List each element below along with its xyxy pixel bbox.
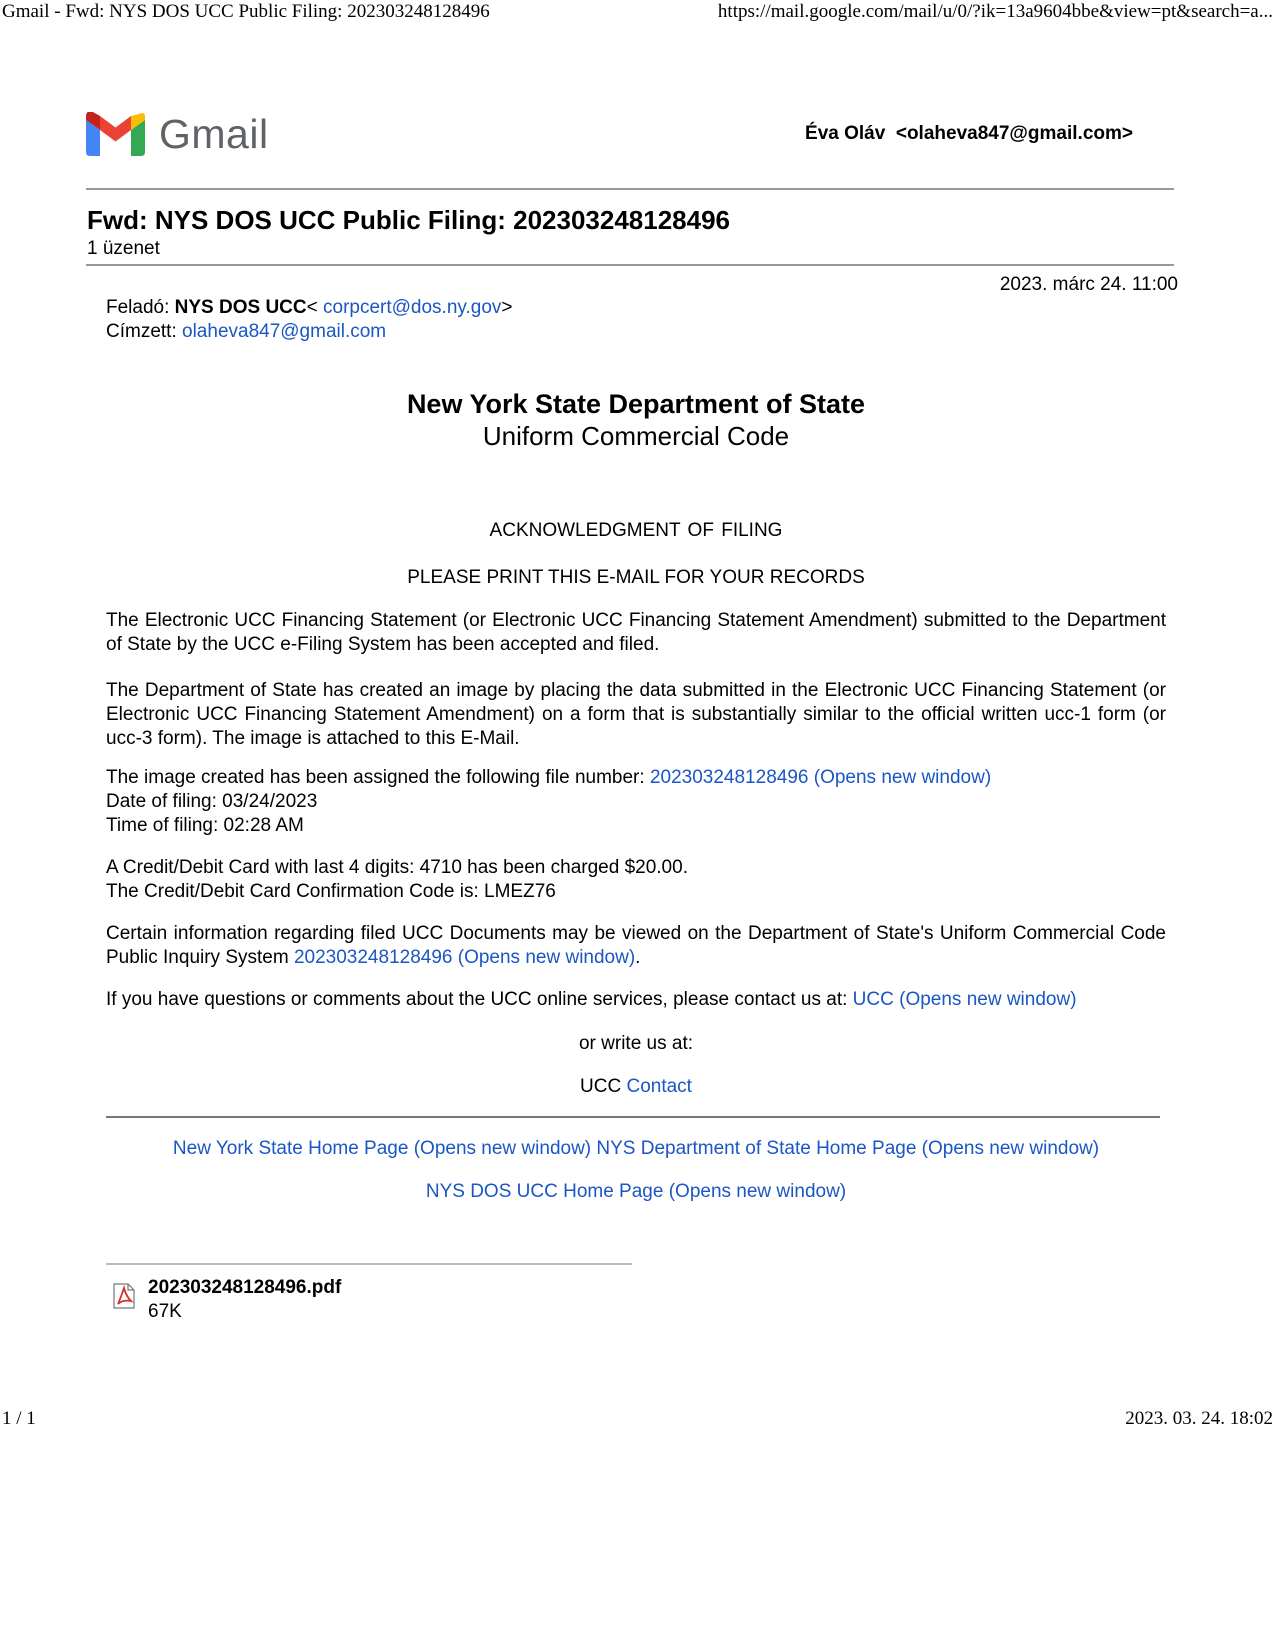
questions-paragraph	[106, 988, 1166, 1012]
from-name: NYS DOS UCC	[174, 297, 307, 318]
print-header-title: Gmail - Fwd: NYS DOS UCC Public Filing: 202303248128496	[2, 1, 490, 22]
card-charge: A Credit/Debit Card with last 4 digits: 4710 has been charged $20.00.	[106, 857, 688, 878]
print-notice: PLEASE PRINT THIS E-MAIL FOR YOUR RECORDS	[407, 567, 865, 588]
ack-heading: ACKNOWLEDGMENT OF FILING	[489, 520, 783, 541]
ucc-label: UCC	[580, 1076, 627, 1097]
file-number-link[interactable]: 202303248128496 (Opens new window)	[649, 767, 992, 788]
nys-home-link[interactable]: New York State Home Page (Opens new window)	[172, 1138, 592, 1159]
message-count: 1 üzenet	[87, 238, 160, 259]
footer-links-row	[106, 1137, 1166, 1161]
nys-dos-home-link[interactable]: NYS Department of State Home Page (Opens new window)	[596, 1138, 1100, 1159]
file-number-text: The image created has been assigned the following file number:	[106, 767, 650, 788]
paragraph-accepted: The Electronic UCC Financing Statement (or Electronic UCC Financing Statement Amendment) submitted to the Department of State by the UCC e-Filing System has been accepted and filed.	[106, 610, 1166, 655]
paragraph-image: The Department of State has created an image by placing the data submitted in the Electronic UCC Financing Statement (or Electronic UCC Financing Statement Amendment) on a form that is substantially similar to the official written ucc-1 form (or ucc-3 form). The image is attached to this E-Mail.	[106, 680, 1166, 749]
time-of-filing: Time of filing: 02:28 AM	[106, 815, 304, 836]
gmail-wordmark: Gmail	[159, 110, 269, 157]
write-us: or write us at:	[578, 1033, 694, 1054]
payment-details	[106, 856, 1166, 904]
attachment-size: 67K	[148, 1301, 182, 1322]
page-number: 1 / 1	[2, 1408, 36, 1429]
header-divider	[86, 188, 1174, 190]
from-close: >	[501, 297, 513, 318]
to-email-link[interactable]: olaheva847@gmail.com	[182, 321, 387, 342]
inquiry-end: .	[635, 947, 641, 968]
ucc-contact-link[interactable]: UCC (Opens new window)	[852, 989, 1077, 1010]
inquiry-text: Certain information regarding filed UCC Documents may be viewed on the Department of State's Uniform Commercial Code Public Inquiry System	[106, 923, 1166, 968]
thread-subject: Fwd: NYS DOS UCC Public Filing: 202303248128496	[87, 205, 731, 235]
nys-dos-ucc-home-link[interactable]: NYS DOS UCC Home Page (Opens new window)	[425, 1181, 847, 1202]
file-number-line	[106, 766, 1166, 790]
card-code: The Credit/Debit Card Confirmation Code is: LMEZ76	[106, 881, 556, 902]
ucc-contact-line	[106, 1075, 1166, 1099]
from-label: Feladó:	[106, 297, 170, 318]
inquiry-paragraph	[106, 922, 1166, 970]
org-title: New York State Department of State	[406, 389, 866, 419]
footer-links-row-2	[106, 1180, 1166, 1204]
from-email-link[interactable]: corpcert@dos.ny.gov	[323, 297, 502, 318]
body-divider	[106, 1116, 1160, 1118]
subject-divider	[86, 264, 1174, 266]
print-datetime: 2023. 03. 24. 18:02	[1125, 1408, 1273, 1429]
gmail-m-icon	[86, 112, 145, 156]
message-from	[106, 297, 513, 319]
print-header-url: https://mail.google.com/mail/u/0/?ik=13a9604bbe&view=pt&search=a...	[717, 1, 1273, 22]
org-subtitle: Uniform Commercial Code	[482, 421, 790, 451]
gmail-logo	[86, 108, 269, 160]
print-header	[0, 0, 1275, 28]
account-email: Éva Oláv <olaheva847@gmail.com>	[805, 123, 1133, 144]
from-open: <	[306, 297, 323, 318]
inquiry-link[interactable]: 202303248128496 (Opens new window)	[293, 947, 636, 968]
pdf-icon	[112, 1283, 136, 1309]
date-of-filing: Date of filing: 03/24/2023	[106, 791, 318, 812]
message-to	[106, 321, 386, 343]
attachment-divider	[106, 1263, 632, 1265]
contact-link[interactable]: Contact	[626, 1076, 692, 1097]
attachment-filename[interactable]: 202303248128496.pdf	[148, 1277, 342, 1298]
to-label: Címzett:	[106, 321, 177, 342]
filing-details	[106, 766, 1166, 838]
questions-text: If you have questions or comments about the UCC online services, please contact us at:	[106, 989, 853, 1010]
message-date: 2023. márc 24. 11:00	[999, 274, 1178, 295]
